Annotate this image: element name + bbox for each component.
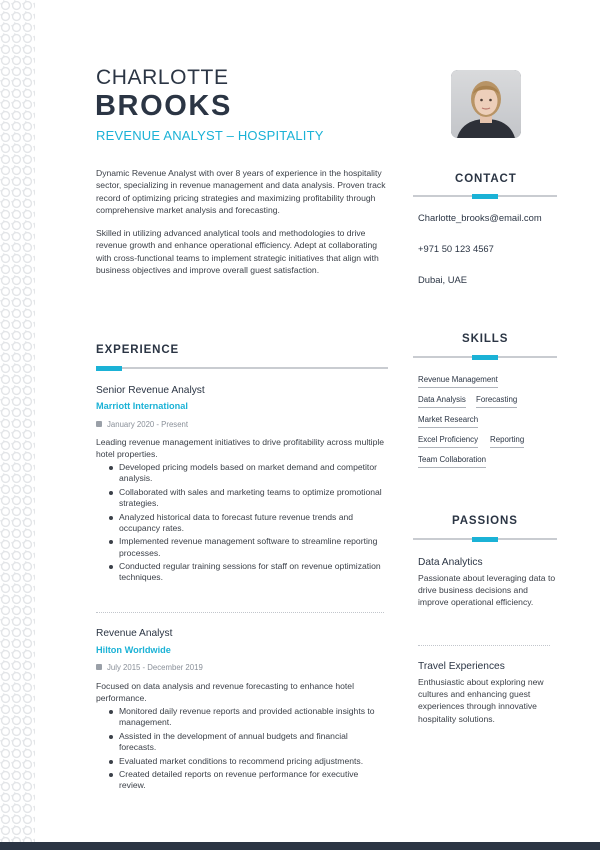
passion-description: Passionate about leveraging data to drive business decisions and improve operational efficiency. (418, 573, 556, 608)
job-dates (96, 420, 188, 429)
profile-photo (451, 70, 521, 138)
job-bullet: Conducted regular training sessions for staff on revenue optimization techniques. (107, 561, 382, 583)
skill-tag: Revenue Management (418, 375, 498, 388)
contact-email[interactable]: Charlotte_brooks@email.com (418, 212, 542, 223)
job-bullet: Collaborated with sales and marketing teams to optimize promotional strategies. (107, 487, 382, 509)
footer-bar (0, 842, 600, 850)
job-bullets (107, 462, 382, 586)
passions-section-title: PASSIONS (452, 515, 518, 527)
job-bullet: Implemented revenue management software to streamline reporting processes. (107, 536, 382, 558)
calendar-icon (96, 421, 102, 427)
job-role-title: REVENUE ANALYST – HOSPITALITY (96, 128, 324, 143)
skills-divider-accent (472, 355, 498, 360)
job-title: Senior Revenue Analyst (96, 385, 205, 396)
skill-tag: Team Collaboration (418, 455, 486, 468)
summary-paragraph: Skilled in utilizing advanced analytical tools and methodologies to drive revenue growth and enhance operational efficiency. Adept at collaborating with cross-functional teams to implement strategic initiatives that align with business objectives and improve overall guest satisfaction. (96, 228, 379, 276)
experience-divider (96, 367, 388, 369)
job-description: Focused on data analysis and revenue forecasting to enhance hotel performance. (96, 681, 354, 704)
job-separator (96, 612, 384, 613)
company-name: Marriott International (96, 401, 188, 411)
skill-tag: Excel Proficiency (418, 435, 478, 448)
job-bullet: Monitored daily revenue reports and provided actionable insights to management. (107, 706, 382, 728)
experience-divider-accent (96, 366, 122, 371)
first-name: CHARLOTTE (96, 66, 229, 89)
skill-tag: Reporting (490, 435, 524, 448)
calendar-icon (96, 664, 102, 670)
passion-description: Enthusiastic about exploring new cultures and enhancing guest experiences through innovative hospitality solutions. (418, 677, 544, 724)
skill-tag: Market Research (418, 415, 478, 428)
job-bullet: Analyzed historical data to forecast future revenue trends and occupancy rates. (107, 512, 382, 534)
decorative-pattern-strip (0, 0, 35, 842)
passions-divider-accent (472, 537, 498, 542)
job-title: Revenue Analyst (96, 628, 173, 639)
skill-tag: Forecasting (476, 395, 517, 408)
profile-summary (96, 167, 388, 287)
job-bullets (107, 706, 382, 794)
contact-section-title: CONTACT (455, 173, 517, 185)
job-bullet: Created detailed reports on revenue performance for executive review. (107, 769, 382, 791)
summary-paragraph: Dynamic Revenue Analyst with over 8 years of experience in the hospitality sector, specializing in revenue management and data analysis. Proven track record of optimizing pricing strategies and maximizing profitability through comprehensive market analysis and forecasting. (96, 168, 386, 215)
contact-phone[interactable]: +971 50 123 4567 (418, 243, 494, 254)
job-bullet: Evaluated market conditions to recommend pricing adjustments. (107, 756, 382, 767)
company-name: Hilton Worldwide (96, 645, 171, 655)
job-bullet: Developed pricing models based on market demand and competitor analysis. (107, 462, 382, 484)
passion-title: Travel Experiences (418, 661, 505, 672)
skills-section-title: SKILLS (462, 333, 509, 345)
skill-tag: Data Analysis (418, 395, 466, 408)
experience-section-title: EXPERIENCE (96, 344, 180, 356)
job-dates-text: July 2015 - December 2019 (107, 663, 203, 672)
last-name: BROOKS (95, 90, 232, 122)
job-dates-text: January 2020 - Present (107, 420, 189, 429)
passion-title: Data Analytics (418, 557, 483, 568)
job-dates (96, 663, 203, 672)
job-description: Leading revenue management initiatives to drive profitability across multiple hotel properties. (96, 437, 385, 460)
passion-separator (418, 645, 550, 646)
contact-location: Dubai, UAE (418, 274, 467, 285)
job-bullet: Assisted in the development of annual budgets and financial forecasts. (107, 731, 382, 753)
contact-divider-accent (472, 194, 498, 199)
